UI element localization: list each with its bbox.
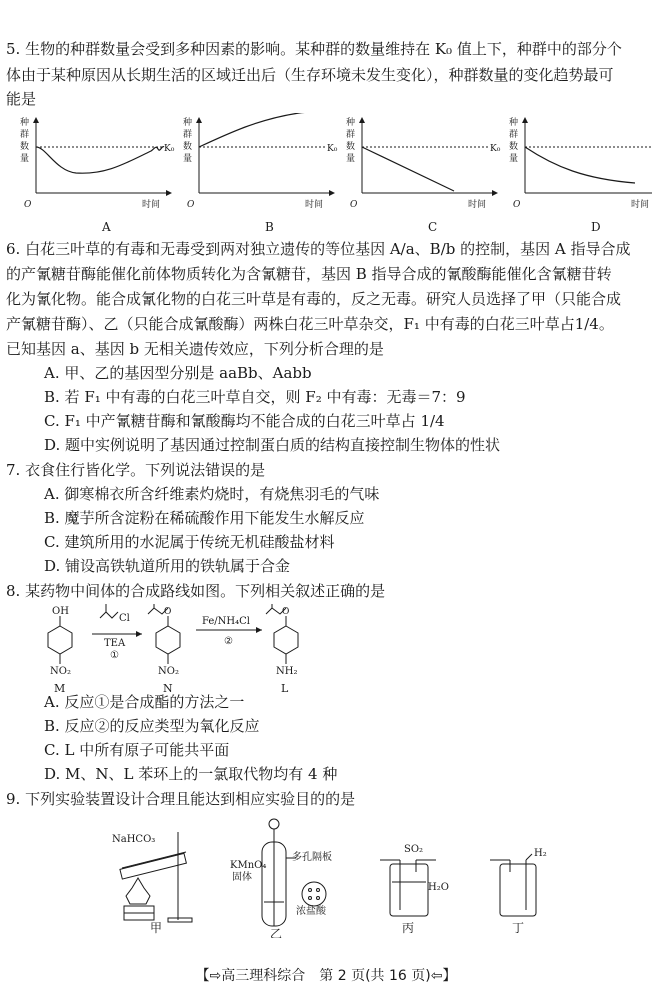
so2-label: SO₂: [404, 844, 424, 855]
q5-stem-line3: 能是: [6, 90, 37, 108]
nahco3-label: NaHCO₃: [112, 834, 156, 845]
apparatus-name-jia: 甲: [150, 921, 163, 935]
q9-stem: 9. 下列实验装置设计合理且能达到相应实验目的的是: [6, 790, 356, 808]
tea-label: TEA: [104, 638, 126, 649]
y-label-char: 数: [509, 142, 519, 152]
y-label-char: 数: [346, 142, 356, 152]
k0-label: K₀: [490, 144, 501, 154]
step1-label: ①: [110, 650, 119, 661]
option-letter: B: [265, 220, 274, 234]
n-no2-label: NO₂: [158, 666, 179, 677]
x-axis-arrow: [492, 190, 498, 196]
y-label-char: 种: [509, 118, 519, 128]
y-label-char: 种: [183, 118, 193, 128]
q8-option-a: A. 反应①是合成酯的方法之一: [44, 693, 245, 711]
k0-label: K₀: [327, 144, 338, 154]
y-label-char: 量: [183, 154, 193, 164]
x-label: 时间: [468, 200, 487, 210]
porous-plate-label: 多孔隔板: [292, 852, 332, 863]
apparatus-ding: [490, 854, 536, 916]
option-letter: C: [428, 220, 438, 234]
q6-stem-line5: 已知基因 a、基因 b 无相关遗传效应，下列分析合理的是: [6, 340, 384, 358]
fe-nh4cl-label: Fe/NH₄Cl: [202, 616, 251, 627]
y-label-char: 量: [509, 154, 519, 164]
solid-label: 固体: [232, 872, 252, 883]
step2-label: ②: [224, 636, 233, 647]
q8-option-c: C. L 中所有原子可能共平面: [44, 741, 230, 759]
y-label-char: 量: [20, 154, 30, 164]
y-label-char: 群: [20, 130, 30, 140]
q5-graphs: [0, 113, 652, 243]
acetyl-chloride-cl: Cl: [119, 613, 130, 624]
y-axis-arrow: [522, 117, 528, 123]
origin-label: O: [24, 200, 32, 210]
origin-label: O: [350, 200, 358, 210]
q6-stem-line4: 产氰糖苷酶）、乙（只能合成氰酸酶）两株白花三叶草杂交，F₁ 中有毒的白花三叶草占1/4。: [6, 315, 614, 333]
q7-option-c: C. 建筑所用的水泥属于传统无机硅酸盐材料: [44, 533, 335, 551]
y-label-char: 数: [20, 142, 30, 152]
y-label-char: 群: [346, 130, 356, 140]
q8-stem: 8. 某药物中间体的合成路线如图。下列相关叙述正确的是: [6, 582, 386, 600]
q6-option-d: D. 题中实例说明了基因通过控制蛋白质的结构直接控制生物体的性状: [44, 436, 501, 454]
m-no2-label: NO₂: [50, 666, 71, 677]
y-label-char: 种: [20, 118, 30, 128]
page-footer: 【⇨高三理科综合 第 2 页(共 16 页)⇦】: [195, 968, 457, 984]
population-curve: [362, 147, 454, 191]
x-label: 时间: [305, 200, 324, 210]
m-oh-label: OH: [52, 606, 69, 617]
q9-apparatus: [0, 818, 652, 938]
h2o-label: H₂O: [428, 882, 449, 893]
x-label: 时间: [142, 200, 161, 210]
y-label-char: 数: [183, 142, 193, 152]
l-nh2-label: NH₂: [276, 666, 298, 677]
h2-label: H₂: [534, 848, 547, 859]
q7-stem: 7. 衣食住行皆化学。下列说法错误的是: [6, 461, 266, 479]
q8-option-b: B. 反应②的反应类型为氧化反应: [44, 717, 260, 735]
kmno4-label: KMnO₄: [230, 860, 267, 871]
y-label-char: 群: [509, 130, 519, 140]
q5-stem-line2: 体由于某种原因从长期生活的区域迁出后（生存环境未发生变化），种群数量的变化趋势最可: [6, 66, 614, 84]
k0-label: K₀: [164, 144, 175, 154]
population-curve: [199, 113, 319, 147]
origin-label: O: [513, 200, 521, 210]
svg-text:O: O: [164, 607, 172, 617]
apparatus-name-yi: 乙: [270, 927, 283, 938]
y-axis-arrow: [33, 117, 39, 123]
apparatus-jia: [120, 832, 192, 922]
svg-text:O: O: [282, 607, 290, 617]
q6-stem-line2: 的产氰糖苷酶能催化前体物质转化为含氰糖苷，基因 B 指导合成的氰酸酶能催化含氰糖苷转: [6, 265, 612, 283]
option-letter: D: [591, 220, 601, 234]
origin-label: O: [187, 200, 195, 210]
q6-option-c: C. F₁ 中产氰糖苷酶和氰酸酶均不能合成的白花三叶草占 1/4: [44, 412, 445, 430]
q6-option-a: A. 甲、乙的基因型分别是 aaBb、Aabb: [44, 364, 312, 382]
q8-reaction-scheme: [30, 604, 450, 694]
y-label-char: 种: [346, 118, 356, 128]
m-label: M: [54, 682, 66, 694]
y-axis-arrow: [196, 117, 202, 123]
apparatus-name-bing: 丙: [402, 921, 415, 935]
q7-option-a: A. 御寒棉衣所含纤维素灼烧时，有烧焦羽毛的气味: [44, 485, 380, 503]
q5-stem-line1: 5. 生物的种群数量会受到多种因素的影响。某种群的数量维持在 K₀ 值上下，种群中的部分个: [6, 40, 622, 58]
q8-option-d: D. M、N、L 苯环上的一氯取代物均有 4 种: [44, 765, 338, 783]
molecule-m: [48, 616, 72, 664]
x-label: 时间: [631, 200, 650, 210]
l-label: L: [281, 682, 289, 694]
population-curve: [36, 147, 164, 174]
hcl-label: 浓盐酸: [296, 906, 326, 917]
apparatus-name-ding: 丁: [512, 921, 525, 935]
q7-option-d: D. 铺设高铁轨道所用的铁轨属于合金: [44, 557, 291, 575]
q6-stem-line1: 6. 白花三叶草的有毒和无毒受到两对独立遗传的等位基因 A/a、B/b 的控制，基因 A 指导合成: [6, 240, 631, 258]
option-letter: A: [102, 220, 111, 234]
n-label: N: [163, 682, 173, 694]
y-label-char: 量: [346, 154, 356, 164]
x-axis-arrow: [166, 190, 172, 196]
y-axis-arrow: [359, 117, 365, 123]
q6-stem-line3: 化为氰化物。能合成氰化物的白花三叶草是有毒的，反之无毒。研究人员选择了甲（只能合成: [6, 290, 622, 308]
q7-option-b: B. 魔芋所含淀粉在稀硫酸作用下能发生水解反应: [44, 509, 365, 527]
x-axis-arrow: [329, 190, 335, 196]
q6-option-b: B. 若 F₁ 中有毒的白花三叶草自交，则 F₂ 中有毒：无毒＝7：9: [44, 388, 466, 406]
population-curve: [525, 147, 635, 183]
y-label-char: 群: [183, 130, 193, 140]
